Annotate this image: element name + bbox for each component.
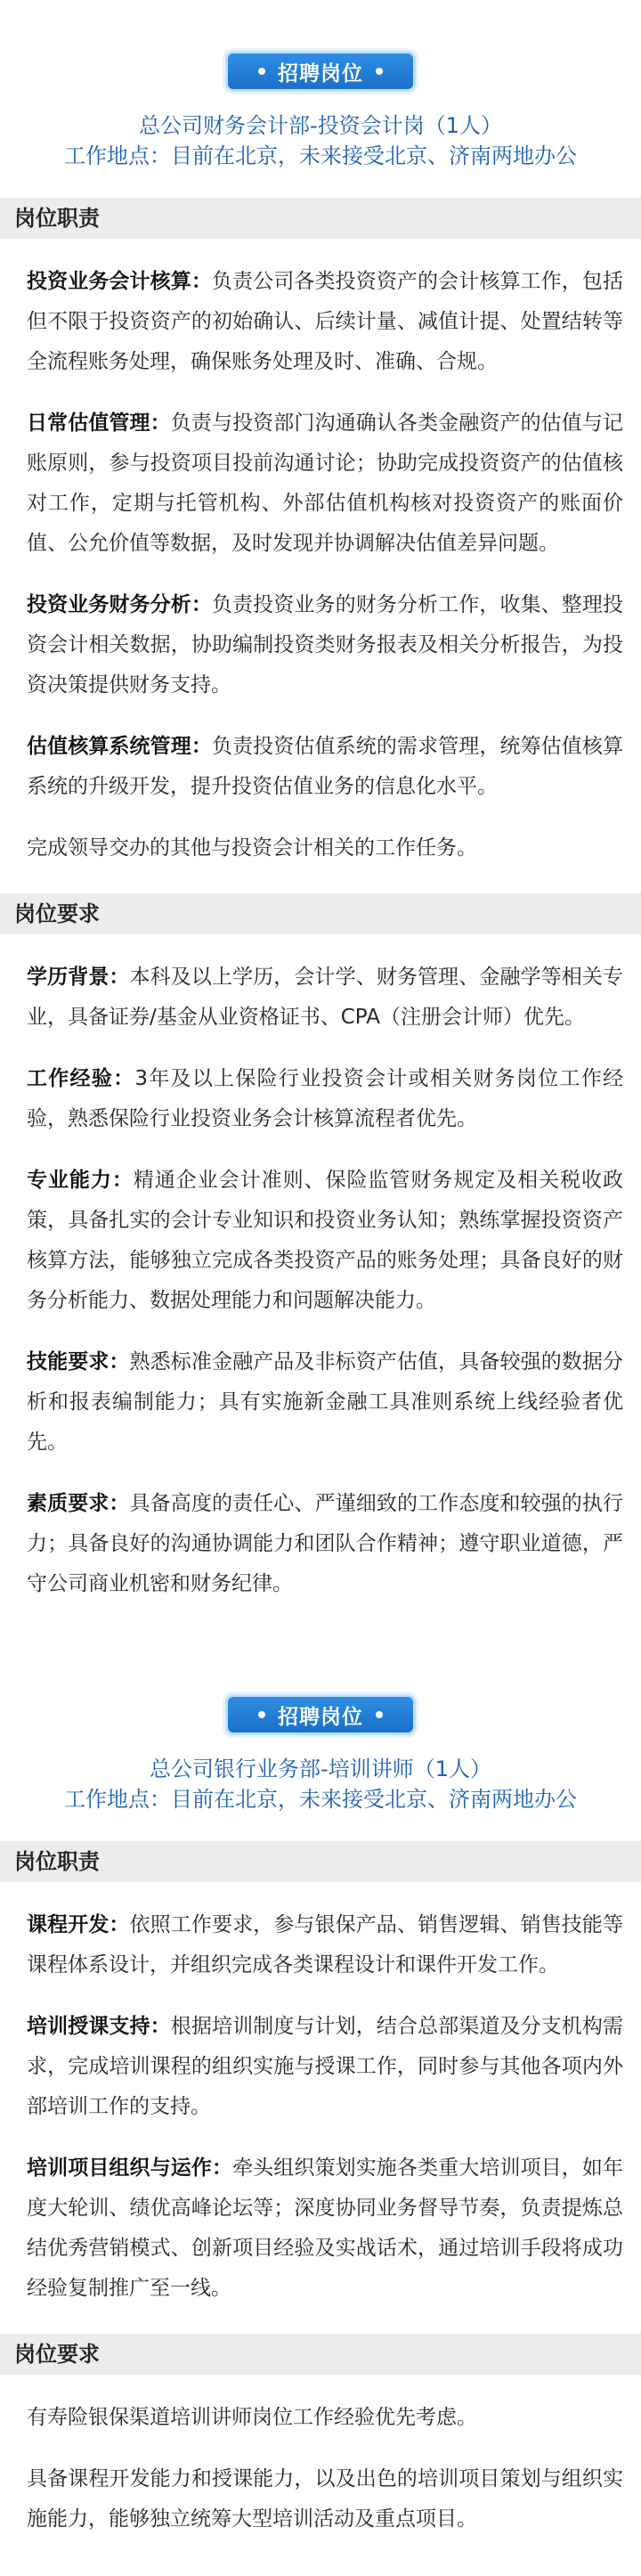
item-text: 熟悉标准金融产品及非标资产估值，具备较强的数据分析和报表编制能力；具有实施新金融工具准则系统上线经验者优先。: [27, 1350, 624, 1454]
duties-list: [0, 239, 641, 893]
item-label: 投资业务会计核算：: [27, 270, 212, 293]
requirements-list: [0, 934, 641, 1629]
job-header: [0, 0, 641, 171]
bullet-dot-icon: [258, 68, 265, 75]
duty-item: [27, 404, 623, 564]
duties-heading: 岗位职责: [0, 198, 641, 239]
item-text: 根据培训制度与计划，结合总部渠道及分支机构需求，完成培训课程的组织实施与授课工作，同时参与其他各项内外部培训工作的支持。: [27, 2015, 624, 2118]
item-text: 本科及以上学历，会计学、财务管理、金融学等相关专业，具备证券/基金从业资格证书、CPA（注册会计师）优先。: [27, 966, 624, 1029]
item-text: 精通企业会计准则、保险监管财务规定及相关税收政策，具备扎实的会计专业知识和投资业务认知；熟练掌握投资资产核算方法，能够独立完成各类投资产品的账务处理；具备良好的财务分析能力、数据处理能力和问题解决能力。: [27, 1169, 624, 1312]
item-text: 具备课程开发能力和授课能力，以及出色的培训项目策划与组织实施能力，能够独立统筹大型培训活动及重点项目。: [27, 2467, 623, 2531]
item-label: 日常估值管理：: [27, 412, 171, 435]
item-text: 具备高度的责任心、严谨细致的工作态度和较强的执行力；具备良好的沟通协调能力和团队合作精神；遵守职业道德，严守公司商业机密和财务纪律。: [27, 1492, 624, 1595]
duty-item: [27, 585, 623, 705]
item-label: 工作经验：: [27, 1067, 135, 1090]
job-header: [0, 1643, 641, 1814]
item-label: 学历背景：: [27, 966, 130, 989]
duty-item: [27, 2148, 623, 2309]
item-text: 负责与投资部门沟通确认各类金融资产的估值与记账原则，参与投资项目投前沟通讨论；协助完成投资资产的估值核对工作，定期与托管机构、外部估值机构核对投资资产的账面价值、公允价值等数据，及时发现并协调解决估值差异问题。: [27, 412, 624, 555]
requirement-item: [27, 1059, 623, 1139]
item-label: 课程开发：: [27, 1913, 130, 1936]
requirement-item: [27, 1484, 623, 1604]
duties-heading: 岗位职责: [0, 1841, 641, 1882]
item-label: 估值核算系统管理：: [27, 735, 212, 758]
item-text: 负责公司各类投资资产的会计核算工作，包括但不限于投资资产的初始确认、后续计量、减值计提、处置结转等全流程账务处理，确保账务处理及时、准确、合规。: [27, 270, 624, 373]
requirements-heading: 岗位要求: [0, 2334, 641, 2375]
bullet-dot-icon: [376, 1711, 383, 1718]
requirement-item: [27, 1342, 623, 1463]
job-title: 总公司银行业务部-培训讲师（1人）: [150, 1757, 491, 1781]
item-text: 有寿险银保渠道培训讲师岗位工作经验优先考虑。: [27, 2406, 477, 2429]
item-label: 培训项目组织与运作：: [27, 2156, 233, 2180]
item-text: 牵头组织策划实施各类重大培训项目，如年度大轮训、绩优高峰论坛等；深度协同业务督导节奏，负责提炼总结优秀营销模式、创新项目经验及实战话术，通过培训手段将成功经验复制推广至一线。: [27, 2156, 624, 2300]
item-text: 完成领导交办的其他与投资会计相关的工作任务。: [27, 836, 477, 860]
requirement-item: [27, 1161, 623, 1321]
duty-item: [27, 1905, 623, 1985]
item-label: 素质要求：: [27, 1492, 130, 1515]
requirements-list: [0, 2375, 641, 2564]
job-location: 工作地点：目前在北京，未来接受北京、济南两地办公: [64, 143, 577, 168]
recruit-badge: [228, 53, 413, 89]
item-text: 依照工作要求，参与银保产品、销售逻辑、销售技能等课程体系设计，并组织完成各类课程设计和课件开发工作。: [27, 1913, 624, 1977]
badge-label: 招聘岗位: [278, 61, 363, 86]
recruit-badge: [228, 1697, 413, 1732]
item-label: 专业能力：: [27, 1169, 134, 1192]
requirement-item: [27, 2459, 623, 2539]
duty-item: [27, 727, 623, 807]
bullet-dot-icon: [376, 68, 383, 75]
requirement-item: [27, 2398, 623, 2438]
duty-item: [27, 828, 623, 868]
badge-label: 招聘岗位: [278, 1705, 363, 1729]
bullet-dot-icon: [258, 1711, 265, 1718]
job-location: 工作地点：目前在北京，未来接受北京、济南两地办公: [64, 1787, 577, 1812]
duty-item: [27, 262, 623, 382]
job-section: [0, 1643, 641, 2564]
duty-item: [27, 2007, 623, 2127]
duties-list: [0, 1882, 641, 2334]
job-title: 总公司财务会计部-投资会计岗（1人）: [139, 113, 502, 138]
item-text: 负责投资业务的财务分析工作，收集、整理投资会计相关数据，协助编制投资类财务报表及相关分析报告，为投资决策提供财务支持。: [27, 593, 624, 697]
item-label: 培训授课支持：: [27, 2015, 171, 2038]
requirements-heading: 岗位要求: [0, 893, 641, 934]
item-text: 3年及以上保险行业投资会计或相关财务岗位工作经验，熟悉保险行业投资业务会计核算流程者优先。: [27, 1067, 624, 1130]
requirement-item: [27, 958, 623, 1038]
item-label: 技能要求：: [27, 1350, 130, 1374]
item-label: 投资业务财务分析：: [27, 593, 212, 616]
item-text: 负责投资估值系统的需求管理，统筹估值核算系统的升级开发，提升投资估值业务的信息化水平。: [27, 735, 624, 798]
